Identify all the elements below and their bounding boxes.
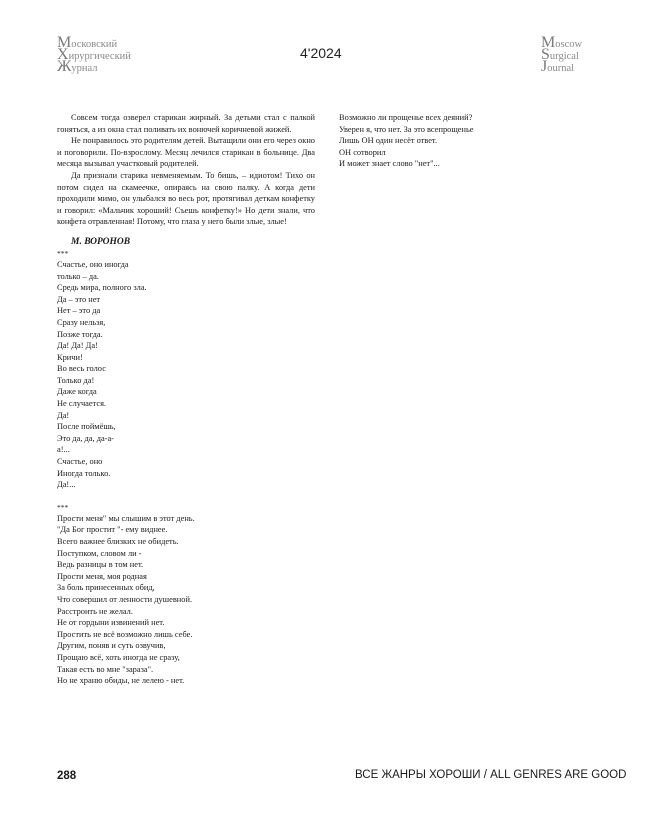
issue-number: 4'2024 (300, 45, 342, 61)
logo-ru-line-2: Хирургический (57, 46, 131, 63)
poem2-separator: *** (57, 502, 69, 512)
journal-logo-en (541, 34, 583, 75)
logo-en-line-2: Surgical (541, 46, 579, 63)
section-title: ВСЕ ЖАНРЫ ХОРОШИ / ALL GENRES ARE GOOD (355, 769, 627, 781)
logo-en-line-3: Journal (541, 58, 575, 75)
logo-en-line-1: Moscow (541, 34, 583, 51)
right-column (339, 112, 589, 170)
journal-logo-ru-text (57, 34, 131, 75)
poem2-text: Прости меня" мы слышим в этот день. "Да Бог простит "- ему виднее. Всего важнее близких не обидеть. Поступком, словом ли - Ведь разницы в том нет. Прости меня, моя родная За боль принесенных обид, Что совершил от ленности душевной. Расстроить не желал. Не от гордыни извинений нет. Простить не всё возможно лишь себе. Другим, поняв и суть озвучив, Прощаю всё, хоть иногда не сразу, Такая есть во мне "зараза". Но не храню обиды, не лелею - нет. (57, 513, 195, 686)
author-name: М. ВОРОНОВ (71, 236, 131, 247)
poem2-continuation: Возможно ли прощенье всех деяний? Уверен я, что нет. За это всепрощенье Лишь ОН один несёт ответ. ОН сотворил И может знает слово "нет"... (339, 113, 474, 169)
logo-ru-line-1: Московский (57, 34, 118, 51)
logo-ru-line-3: Журнал (57, 58, 98, 75)
story-paragraph-1: Совсем тогда озверел старикан жирный. За детьми стал с палкой гоняться, а из окна стал поливать их вонючей коричневой жижей. (57, 113, 315, 134)
left-column (57, 112, 315, 687)
story-paragraph-2: Не понравилось это родителям детей. Вытащили они его через окно и поговорили. По-взрослому. Месяц лечился старикан в больнице. Два месяца вызывал участковый родителей. (57, 136, 315, 169)
poem1-separator: *** (57, 248, 69, 258)
page-number: 288 (57, 770, 77, 782)
story-paragraph-3: Да признали старика невменяемым. То бишь, – идиотом! Тихо он потом сидел на скамеечке, опираясь на свою палку. А когда дети проходили мимо, он улыбался во весь рот, протягивал деткам конфетку и говорил: «Мальчик хороший! Съешь конфетку!» Но дети знали, что конфета отравленная! Потому, что глаза у него были злые, злые! (57, 170, 315, 227)
poem1-text: Счастье, оно иногда только – да. Средь мира, полного зла. Да – это нет Нет – это да Сразу нельзя, Позже тогда. Да! Да! Да! Кричи! Во весь голос Только да! Даже когда Не случается. Да! После поймёшь, Это да, да, да-а- а!... Счастье, оно Иногда только. Да!... (57, 259, 147, 490)
